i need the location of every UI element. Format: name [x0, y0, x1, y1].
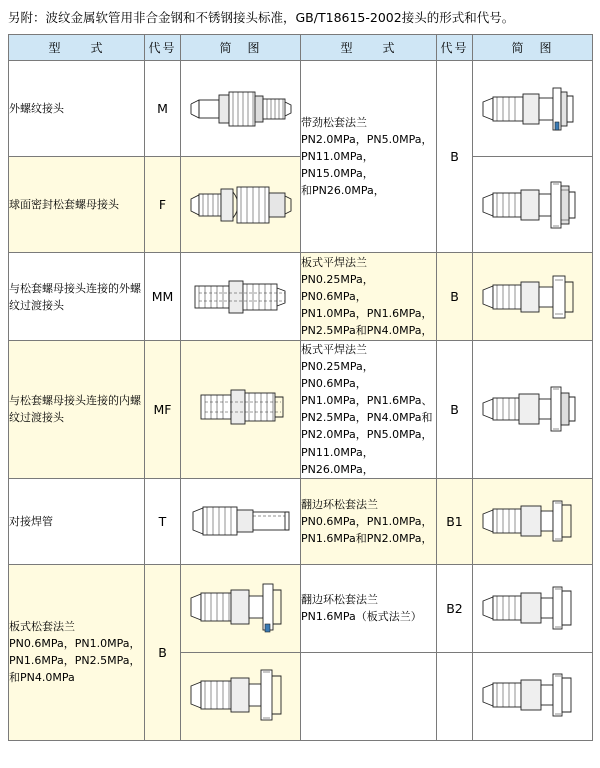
line: PN1.6MPa，PN2.5MPa， [9, 654, 141, 668]
header-figure-right: 简 图 [473, 35, 593, 61]
line: PN2.0MPa，PN5.0MPa， [301, 133, 433, 147]
row-type-plate-slip-on-2 [301, 341, 437, 478]
line: 板式平焊法兰 [301, 256, 367, 270]
table-row [9, 478, 593, 564]
row-type-f: 球面密封松套螺母接头 [9, 157, 145, 253]
line: 翻边环松套法兰 [301, 497, 378, 511]
header-type-left: 型 式 [9, 35, 145, 61]
figure-butt-weld-pipe [181, 478, 301, 564]
table-row [9, 253, 593, 341]
line: 翻边环松套法兰 [301, 593, 378, 607]
line: 和PN26.0MPa， [301, 184, 385, 198]
line: PN0.6MPa，PN1.0MPa， [9, 637, 141, 651]
row-type-mf: 与松套螺母接头连接的内螺纹过渡接头 [9, 341, 145, 478]
line: 和PN4.0MPa [9, 671, 75, 685]
line: PN0.6MPa，PN1.0MPa， [301, 514, 433, 528]
figure-male-thread-fitting [181, 61, 301, 157]
row-type-stub-end-b2 [301, 564, 437, 652]
spacer-cell-code [437, 652, 473, 740]
line: PN11.0MPa，PN15.0MPa， [301, 150, 374, 181]
table-row [9, 61, 593, 157]
row-code-stub-end-b1: B1 [437, 478, 473, 564]
fittings-table [8, 34, 593, 740]
figure-ribbed-lap-joint-flange [473, 61, 593, 157]
row-type-stub-end-b1 [301, 478, 437, 564]
row-code-stub-end-b2: B2 [437, 564, 473, 652]
line: PN1.0MPa，PN1.6MPa、 [301, 394, 433, 408]
line: PN1.0MPa，PN1.6MPa， [301, 307, 433, 321]
row-type-plate-lap-joint [9, 564, 145, 740]
line: PN2.0MPa，PN5.0MPa， [301, 428, 433, 442]
line: PN0.25MPa，PN0.6MPa， [301, 360, 374, 391]
line: 板式松套法兰 [9, 620, 75, 634]
header-figure-left: 简 图 [181, 35, 301, 61]
figure-plate-lap-joint-flange [181, 564, 301, 652]
figure-plate-slip-on-flange [473, 253, 593, 341]
spacer-cell-type [301, 652, 437, 740]
row-code-ribbed-flange: B [437, 61, 473, 253]
figure-stub-end-lap-joint-flange [473, 478, 593, 564]
figure-ribbed-lap-joint-flange-2 [473, 157, 593, 253]
row-code-plate-slip-on: B [437, 253, 473, 341]
row-type-m: 外螺纹接头 [9, 61, 145, 157]
figure-stub-end-lap-joint-flange-3 [473, 652, 593, 740]
header-type-right: 型 式 [301, 35, 437, 61]
line: PN1.6MPa（板式法兰） [301, 610, 422, 624]
header-code-right: 代号 [437, 35, 473, 61]
figure-plate-lap-joint-flange-2 [181, 652, 301, 740]
line: PN2.5MPa和PN4.0MPa， [301, 324, 433, 338]
row-code-mf: MF [145, 341, 181, 478]
figure-female-thread-adapter [181, 341, 301, 478]
line: PN0.25MPa，PN0.6MPa， [301, 273, 374, 304]
line: PN2.5MPa，PN4.0MPa和 [301, 411, 433, 425]
figure-spherical-seal-union-nut [181, 157, 301, 253]
row-code-m: M [145, 61, 181, 157]
line: 带劲松套法兰 [301, 116, 367, 130]
figure-male-thread-adapter [181, 253, 301, 341]
figure-plate-slip-on-flange-2 [473, 341, 593, 478]
line: PN11.0MPa，PN26.0MPa， [301, 445, 374, 476]
row-type-ribbed-flange [301, 61, 437, 253]
figure-stub-end-lap-joint-flange-2 [473, 564, 593, 652]
table-row [9, 564, 593, 652]
page-title: 另附：波纹金属软管用非合金钢和不锈钢接头标准，GB/T18615-2002接头的形式和代号。 [8, 10, 515, 25]
line: PN1.6MPa和PN2.0MPa， [301, 531, 433, 545]
table-row [9, 341, 593, 478]
table-header-row [9, 35, 593, 61]
header-code-left: 代号 [145, 35, 181, 61]
row-code-t: T [145, 478, 181, 564]
row-code-f: F [145, 157, 181, 253]
line: 板式平焊法兰 [301, 343, 367, 357]
row-code-mm: MM [145, 253, 181, 341]
row-type-mm: 与松套螺母接头连接的外螺纹过渡接头 [9, 253, 145, 341]
row-type-plate-slip-on [301, 253, 437, 341]
row-code-plate-slip-on-2: B [437, 341, 473, 478]
row-type-t: 对接焊管 [9, 478, 145, 564]
row-code-plate-lap-joint: B [145, 564, 181, 740]
